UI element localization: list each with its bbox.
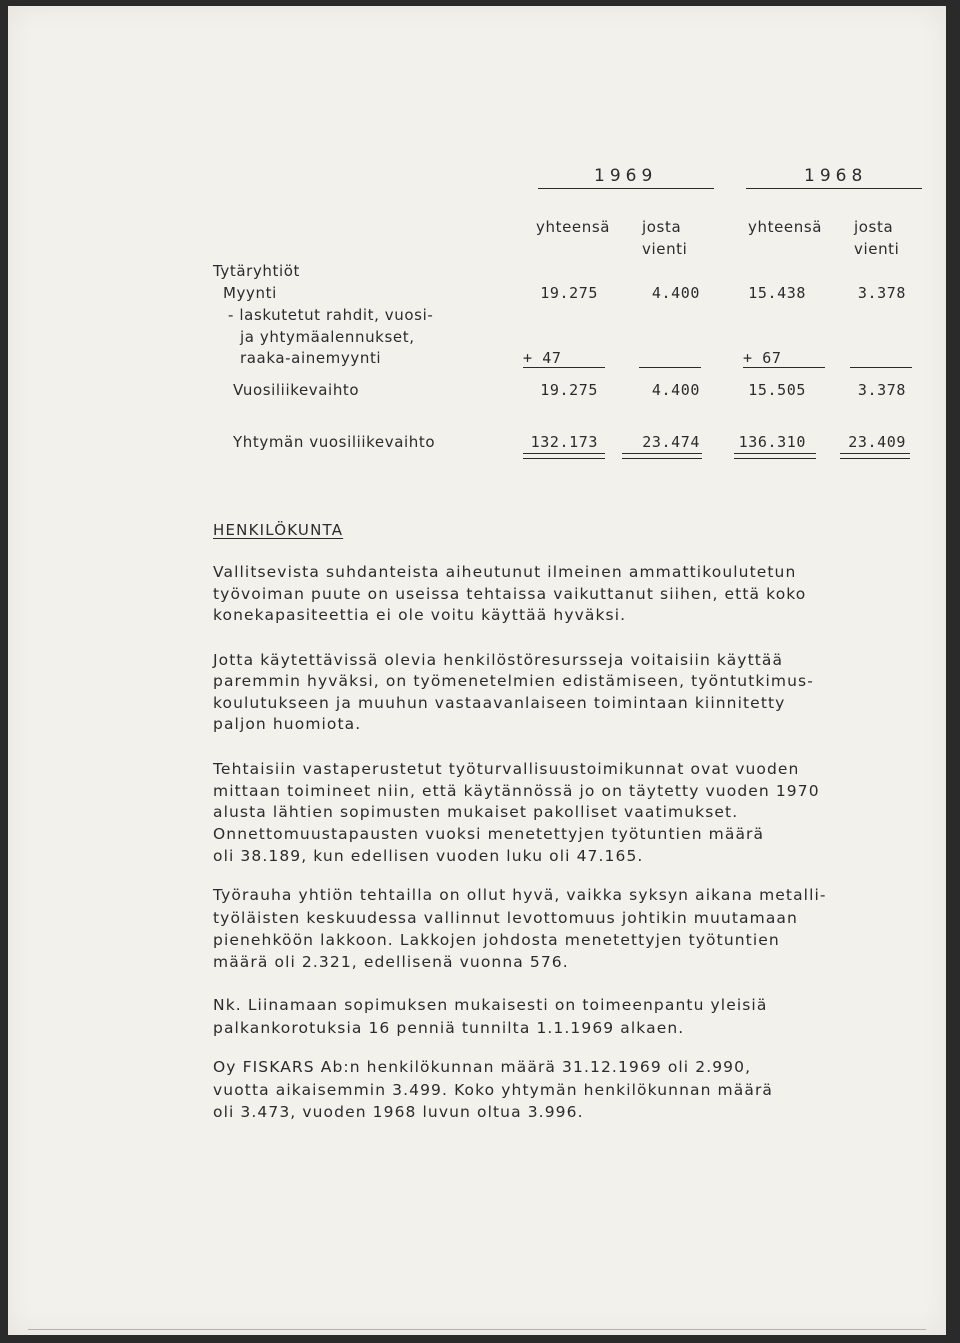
cell-group-1968-total: 136.310 — [738, 433, 806, 451]
paragraph-line: Jotta käytettävissä olevia henkilöstöresursseja voitaisiin käyttää — [213, 651, 784, 669]
paragraph-line: pienehköön lakkoon. Lakkojen johdosta menetettyjen työtuntien — [213, 931, 780, 949]
col-total-1969: yhteensä — [536, 218, 611, 236]
row-label-adjustments-line1: - laskutetut rahdit, vuosi- — [228, 306, 434, 324]
col-of-which-1968: josta — [854, 218, 894, 236]
document-page — [8, 6, 946, 1335]
cell-sales-1969-total: 19.275 — [540, 284, 598, 302]
paragraph-line: työläisten keskuudessa vallinnut levottomuus johtikin muutamaan — [213, 909, 798, 927]
col-total-1968: yhteensä — [748, 218, 823, 236]
paragraph-line: Onnettomuustapausten vuoksi menetettyjen työtuntien määrä — [213, 825, 765, 843]
total-double-rule-1968-export — [840, 453, 910, 459]
col-of-which-1969: josta — [642, 218, 682, 236]
cell-sales-1969-export: 4.400 — [651, 284, 700, 302]
cell-turnover-1969-export: 4.400 — [651, 381, 700, 399]
cell-turnover-1968-export: 3.378 — [857, 381, 906, 399]
total-double-rule-1969-export — [622, 453, 702, 459]
section-label: Tytäryhtiöt — [213, 262, 301, 280]
paragraph-line: mittaan toimineet niin, että käytännössä jo on täytetty vuoden 1970 — [213, 782, 820, 800]
year-1969-header: 1969 — [594, 166, 658, 186]
col-export-1968: vienti — [854, 240, 900, 258]
cell-turnover-1969-total: 19.275 — [540, 381, 598, 399]
cell-group-1969-total: 132.173 — [530, 433, 598, 451]
paragraph-line: koulutukseen ja muuhun vastaavanlaiseen toimintaan kiinnitetty — [213, 694, 786, 712]
paragraph-line: alusta lähtien sopimusten mukaiset pakolliset vaatimukset. — [213, 803, 739, 821]
year-1968-header: 1968 — [804, 166, 868, 186]
paragraph-line: Vallitsevista suhdanteista aiheutunut ilmeinen ammattikoulutetun — [213, 563, 797, 581]
subtotal-rule-1968-total — [743, 367, 825, 368]
cell-adjustments-1969-total: + 47 — [523, 349, 562, 367]
subtotal-rule-1969-export — [639, 367, 701, 368]
paragraph-line: Nk. Liinamaan sopimuksen mukaisesti on toimeenpantu yleisiä — [213, 996, 768, 1014]
paragraph-line: Tehtaisiin vastaperustetut työturvallisuustoimikunnat ovat vuoden — [213, 760, 800, 778]
cell-sales-1968-export: 3.378 — [857, 284, 906, 302]
paragraph-line: määrä oli 2.321, edellisenä vuonna 576. — [213, 953, 569, 971]
row-label-sales: Myynti — [223, 284, 277, 302]
paragraph-line: työvoiman puute on useissa tehtaissa vaikuttanut siihen, että koko — [213, 585, 807, 603]
paragraph-line: palkankorotuksia 16 penniä tunnilta 1.1.1969 alkaen. — [213, 1019, 685, 1037]
section-heading-personnel: HENKILÖKUNTA — [213, 521, 344, 539]
row-label-adjustments-line2: ja yhtymäalennukset, — [240, 328, 415, 346]
scan-edge-line — [28, 1329, 926, 1330]
cell-group-1968-export: 23.409 — [848, 433, 906, 451]
cell-sales-1968-total: 15.438 — [748, 284, 806, 302]
year-1969-rule — [538, 188, 714, 189]
paragraph-line: Työrauha yhtiön tehtailla on ollut hyvä, vaikka syksyn aikana metalli- — [213, 886, 827, 904]
subtotal-rule-1968-export — [850, 367, 912, 368]
paragraph-line: vuotta aikaisemmin 3.499. Koko yhtymän henkilökunnan määrä — [213, 1081, 774, 1099]
cell-turnover-1968-total: 15.505 — [748, 381, 806, 399]
col-export-1969: vienti — [642, 240, 688, 258]
paragraph-line: paremmin hyväksi, on työmenetelmien edistämiseen, työntutkimus- — [213, 672, 814, 690]
year-1968-rule — [746, 188, 922, 189]
paragraph-line: paljon huomiota. — [213, 715, 362, 733]
cell-group-1969-export: 23.474 — [642, 433, 700, 451]
row-label-adjustments-line3: raaka-ainemyynti — [240, 349, 382, 367]
paragraph-line: oli 3.473, vuoden 1968 luvun oltua 3.996. — [213, 1103, 584, 1121]
paragraph-line: Oy FISKARS Ab:n henkilökunnan määrä 31.12.1969 oli 2.990, — [213, 1058, 752, 1076]
total-double-rule-1968-total — [734, 453, 816, 459]
subtotal-rule-1969-total — [523, 367, 605, 368]
cell-adjustments-1968-total: + 67 — [743, 349, 782, 367]
paragraph-line: konekapasiteettia ei ole voitu käyttää hyväksi. — [213, 606, 627, 624]
paragraph-line: oli 38.189, kun edellisen vuoden luku oli 47.165. — [213, 847, 644, 865]
row-label-annual-turnover: Vuosiliikevaihto — [233, 381, 360, 399]
row-label-group-turnover: Yhtymän vuosiliikevaihto — [233, 433, 436, 451]
total-double-rule-1969-total — [523, 453, 605, 459]
